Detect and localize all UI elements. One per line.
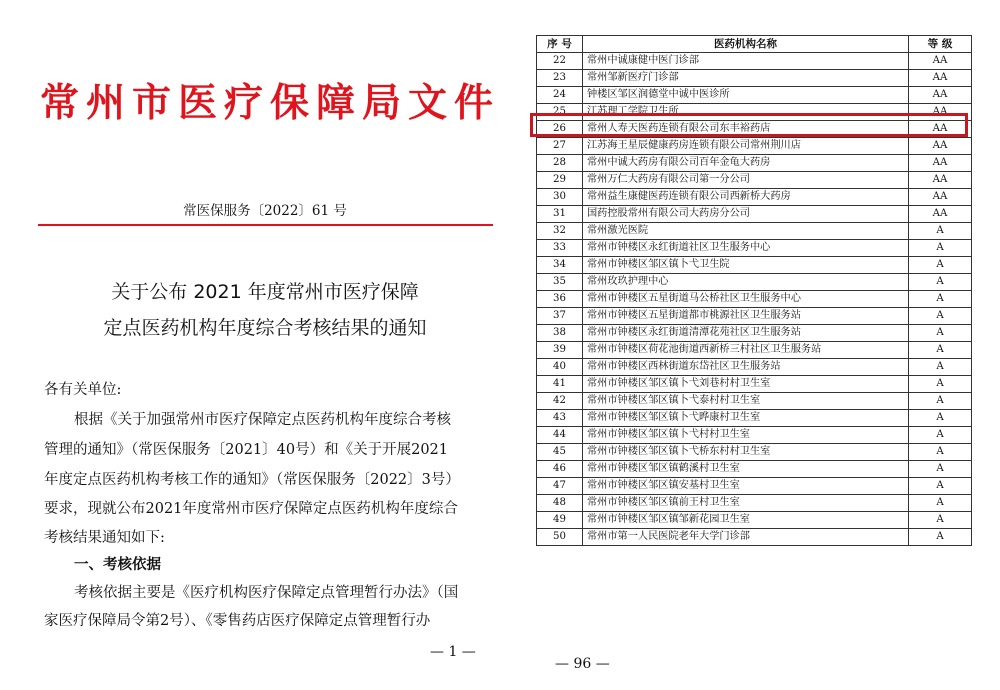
row-grade: A (909, 223, 972, 240)
row-name: 常州市钟楼区邹区镇卜弋卫生院 (583, 257, 909, 274)
row-name: 常州中诚康健中医门诊部 (583, 53, 909, 70)
row-grade: A (909, 393, 972, 410)
row-seq: 30 (537, 189, 583, 206)
salutation: 各有关单位: (44, 382, 122, 398)
table-header-row (537, 36, 972, 53)
table-row (537, 376, 972, 393)
row-seq: 28 (537, 155, 583, 172)
row-grade: AA (909, 206, 972, 223)
row-seq: 25 (537, 104, 583, 121)
table-row (537, 325, 972, 342)
row-name: 常州市钟楼区荷花池街道西新桥三村社区卫生服务站 (583, 342, 909, 359)
table-row (537, 427, 972, 444)
row-name: 常州邹新医疗门诊部 (583, 70, 909, 87)
table-row (537, 512, 972, 529)
row-seq: 34 (537, 257, 583, 274)
row-grade: A (909, 376, 972, 393)
row-grade: A (909, 291, 972, 308)
row-name: 常州市钟楼区永红街道社区卫生服务中心 (583, 240, 909, 257)
row-seq: 47 (537, 478, 583, 495)
row-name: 常州益生康健医药连锁有限公司西新桥大药房 (583, 189, 909, 206)
table-row (537, 104, 972, 121)
row-seq: 31 (537, 206, 583, 223)
table-row (537, 87, 972, 104)
row-seq: 36 (537, 291, 583, 308)
row-grade: A (909, 495, 972, 512)
table-row (537, 274, 972, 291)
row-name: 常州激光医院 (583, 223, 909, 240)
table-row (537, 291, 972, 308)
page-number-right: — 96 — (555, 656, 610, 672)
row-grade: AA (909, 104, 972, 121)
row-seq: 23 (537, 70, 583, 87)
table-row (537, 155, 972, 172)
body-line: 根据《关于加强常州市医疗保障定点医药机构年度综合考核 (74, 412, 451, 428)
document-title-line-1: 关于公布 2021 年度常州市医疗保障 (111, 281, 419, 303)
row-name: 常州市钟楼区西林街道东岱社区卫生服务站 (583, 359, 909, 376)
header-seq: 序 号 (537, 36, 583, 53)
row-grade: AA (909, 189, 972, 206)
row-seq: 32 (537, 223, 583, 240)
basis-line: 家医疗保障局令第2号）、《零售药店医疗保障定点管理暂行办 (44, 613, 431, 629)
row-seq: 35 (537, 274, 583, 291)
basis-line: 考核依据主要是《医疗机构医疗保障定点管理暂行办法》（国 (74, 585, 459, 601)
row-grade: AA (909, 155, 972, 172)
row-name: 常州市第一人民医院老年大学门诊部 (583, 529, 909, 546)
row-grade: A (909, 410, 972, 427)
row-seq: 50 (537, 529, 583, 546)
table-row (537, 172, 972, 189)
table-row (537, 121, 972, 138)
row-seq: 44 (537, 427, 583, 444)
row-name: 常州市钟楼区邹区镇前王村卫生室 (583, 495, 909, 512)
table-body (537, 53, 972, 546)
row-name: 常州市钟楼区邹区镇卜弋村村卫生室 (583, 427, 909, 444)
row-grade: A (909, 529, 972, 546)
table-row (537, 342, 972, 359)
table-row (537, 461, 972, 478)
row-seq: 45 (537, 444, 583, 461)
row-grade: A (909, 257, 972, 274)
body-line: 年度定点医药机构考核工作的通知》（常医保服务〔2022〕3号） (44, 472, 460, 488)
table-row (537, 359, 972, 376)
row-grade: AA (909, 53, 972, 70)
row-grade: AA (909, 172, 972, 189)
table-row (537, 223, 972, 240)
table-row (537, 257, 972, 274)
row-seq: 48 (537, 495, 583, 512)
row-name: 常州市钟楼区邹区镇卜弋刘巷村村卫生室 (583, 376, 909, 393)
row-seq: 39 (537, 342, 583, 359)
header-name: 医药机构名称 (583, 36, 909, 53)
row-seq: 38 (537, 325, 583, 342)
red-divider (38, 224, 493, 226)
table-row (537, 308, 972, 325)
table-row (537, 138, 972, 155)
document-header: 常州市医疗保障局文件 (40, 81, 501, 126)
row-seq: 40 (537, 359, 583, 376)
table-row (537, 478, 972, 495)
row-grade: A (909, 427, 972, 444)
row-seq: 41 (537, 376, 583, 393)
document-title-line-2: 定点医药机构年度综合考核结果的通知 (103, 317, 427, 339)
row-grade: A (909, 359, 972, 376)
row-name: 常州市钟楼区永红街道清潭花苑社区卫生服务站 (583, 325, 909, 342)
table-row (537, 189, 972, 206)
row-name: 江苏理工学院卫生所 (583, 104, 909, 121)
row-seq: 43 (537, 410, 583, 427)
row-seq: 22 (537, 53, 583, 70)
row-name: 常州市钟楼区邹区镇安基村卫生室 (583, 478, 909, 495)
row-name: 常州玫玖护理中心 (583, 274, 909, 291)
table-row (537, 393, 972, 410)
row-seq: 46 (537, 461, 583, 478)
row-name: 钟楼区邹区润德堂中诚中医诊所 (583, 87, 909, 104)
row-seq: 33 (537, 240, 583, 257)
row-name: 常州市钟楼区五星街道马公桥社区卫生服务中心 (583, 291, 909, 308)
row-grade: AA (909, 121, 972, 138)
document-number: 常医保服务〔2022〕61 号 (183, 203, 347, 219)
row-name: 江苏海王星辰健康药房连锁有限公司常州荆川店 (583, 138, 909, 155)
row-seq: 37 (537, 308, 583, 325)
row-grade: AA (909, 138, 972, 155)
row-grade: AA (909, 87, 972, 104)
table-row (537, 206, 972, 223)
row-name: 常州市钟楼区邹区镇卜弋泰村村卫生室 (583, 393, 909, 410)
row-name: 常州市钟楼区邹区镇卜弋晔康村卫生室 (583, 410, 909, 427)
row-grade: A (909, 240, 972, 257)
table-row (537, 444, 972, 461)
row-name: 常州市钟楼区邹区镇鹤溪村卫生室 (583, 461, 909, 478)
row-grade: A (909, 461, 972, 478)
row-grade: A (909, 325, 972, 342)
table-row (537, 53, 972, 70)
table-row (537, 495, 972, 512)
row-name: 常州万仁大药房有限公司第一分公司 (583, 172, 909, 189)
page-number-left: — 1 — (430, 644, 476, 660)
row-name: 常州市钟楼区五星街道都市桃源社区卫生服务站 (583, 308, 909, 325)
table-row (537, 529, 972, 546)
table-row (537, 410, 972, 427)
row-seq: 29 (537, 172, 583, 189)
row-grade: A (909, 478, 972, 495)
row-name: 常州中诚大药房有限公司百年金龟大药房 (583, 155, 909, 172)
row-name: 常州市钟楼区邹区镇卜弋桥东村村卫生室 (583, 444, 909, 461)
row-seq: 24 (537, 87, 583, 104)
row-name: 常州市钟楼区邹区镇邹新花园卫生室 (583, 512, 909, 529)
body-line: 要求，现就公布2021年度常州市医疗保障定点医药机构年度综合 (44, 501, 458, 517)
section-heading: 一、考核依据 (74, 557, 161, 573)
row-seq: 42 (537, 393, 583, 410)
row-seq: 26 (537, 121, 583, 138)
row-seq: 49 (537, 512, 583, 529)
row-seq: 27 (537, 138, 583, 155)
body-line: 管理的通知》（常医保服务〔2021〕40号）和《关于开展2021 (44, 442, 449, 458)
row-grade: A (909, 308, 972, 325)
grade-table (536, 35, 972, 546)
row-name: 国药控股常州有限公司大药房分公司 (583, 206, 909, 223)
row-grade: A (909, 274, 972, 291)
row-grade: A (909, 342, 972, 359)
body-line: 考核结果通知如下: (44, 530, 165, 546)
table-row (537, 240, 972, 257)
row-grade: A (909, 512, 972, 529)
row-grade: AA (909, 70, 972, 87)
header-grade: 等 级 (909, 36, 972, 53)
table-row (537, 70, 972, 87)
row-grade: A (909, 444, 972, 461)
row-name: 常州人寿天医药连锁有限公司东丰裕药店 (583, 121, 909, 138)
